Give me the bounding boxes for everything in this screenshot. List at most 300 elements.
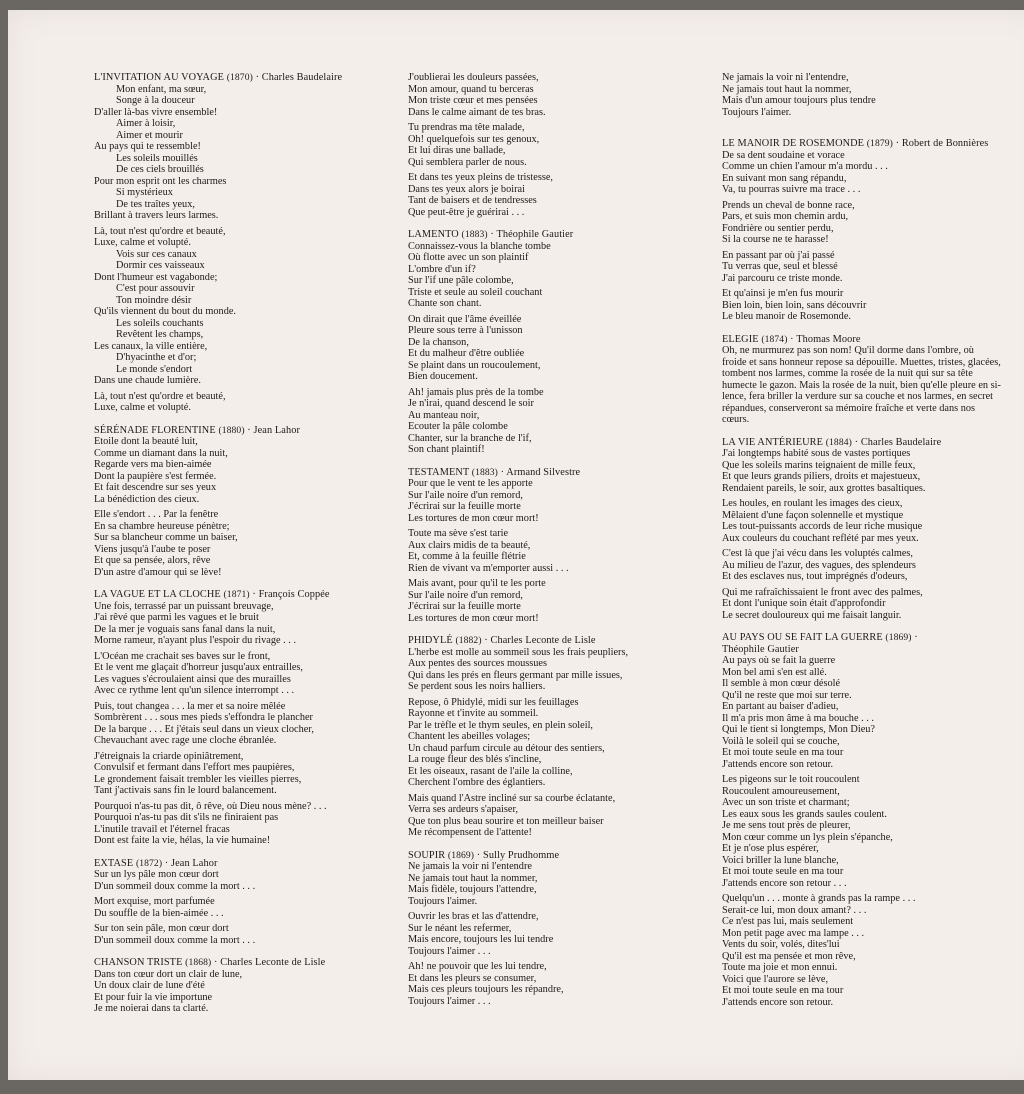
verse-line: Aux clairs midis de ta beauté, bbox=[408, 539, 531, 551]
verse-line: Etoile dont la beauté luit, bbox=[94, 436, 198, 447]
verse-line: J'étreignais la criarde opiniâtrement, bbox=[94, 750, 244, 762]
verse-line: En partant au baiser d'adieu, bbox=[722, 701, 839, 712]
verse-line: Quelqu'un . . . monte à grands pas la rampe . . . bbox=[722, 893, 916, 904]
stanza bbox=[722, 655, 1001, 770]
stanza bbox=[722, 345, 1001, 426]
verse-line: Connaissez-vous la blanche tombe bbox=[408, 240, 551, 252]
stanza bbox=[408, 172, 628, 218]
stanza bbox=[94, 601, 342, 647]
verse-line: Et dont l'unique soin était d'approfondir bbox=[722, 598, 886, 609]
verse-line: Chante son chant. bbox=[408, 298, 482, 309]
poem-heading bbox=[408, 467, 628, 479]
verse-line: Mais d'un amour toujours plus tendre bbox=[722, 95, 876, 106]
verse-line: Avec un son triste et charmant; bbox=[722, 797, 850, 808]
verse-line: J'attends encore son retour. bbox=[722, 996, 834, 1008]
verse-line: Dans ton cœur dort un clair de lune, bbox=[94, 968, 243, 980]
verse-line: Rendaient pareils, le soir, aux grottes basaltiques. bbox=[722, 482, 926, 494]
verse-line: Pour que le vent te les apporte bbox=[408, 478, 533, 489]
poem-author: Jean Lahor bbox=[253, 424, 300, 436]
verse-line: Pleure sous terre à l'unisson bbox=[408, 325, 523, 336]
poem-heading bbox=[408, 850, 628, 862]
poem-date: (1879) bbox=[866, 138, 893, 149]
verse-line: L'inutile travail et l'éternel fracas bbox=[94, 823, 230, 835]
poem-date: (1872) bbox=[135, 857, 163, 869]
verse-line: Les canaux, la ville entière, bbox=[94, 340, 208, 352]
verse-line: Mais quand l'Astre incliné sur sa courbe éclatante, bbox=[408, 792, 616, 804]
verse-line: Mais encore, toujours les lui tendre bbox=[408, 934, 554, 945]
verse-line: En sa chambre heureuse pénètre; bbox=[94, 520, 230, 532]
verse-line: Dans une chaude lumière. bbox=[94, 375, 201, 386]
verse-line: De la chanson, bbox=[408, 336, 469, 348]
verse-line: Roucoulent amoureusement, bbox=[722, 785, 840, 797]
verse-line: J'attends encore son retour. bbox=[722, 758, 834, 770]
verse-line: J'ai parcouru ce triste monde. bbox=[722, 272, 843, 284]
poem-author: François Coppée bbox=[258, 589, 330, 600]
verse-line: Et moi toute seule en ma tour bbox=[722, 747, 844, 758]
verse-line: Ah! ne pouvoir que les lui tendre, bbox=[408, 961, 547, 972]
verse-line: Qu'il est ma pensée et mon rêve, bbox=[722, 950, 856, 962]
poem-heading bbox=[408, 635, 628, 647]
stanza bbox=[94, 84, 342, 222]
stanza bbox=[408, 793, 628, 839]
poem-date: (1880) bbox=[218, 424, 245, 436]
poem-title: SÉRÉNADE FLORENTINE bbox=[94, 424, 216, 436]
poem-author: Charles Baudelaire bbox=[261, 72, 343, 83]
poem-heading bbox=[94, 425, 342, 437]
poem-title: LE MANOIR DE ROSEMONDE bbox=[722, 138, 865, 149]
verse-line: Toute ma sève s'est tarie bbox=[408, 528, 509, 539]
stanza bbox=[722, 150, 1001, 196]
stanza bbox=[94, 923, 342, 946]
verse-line: Mon amour, quand tu berceras bbox=[408, 83, 534, 95]
poem-phidyle bbox=[408, 635, 628, 839]
stanza bbox=[94, 896, 342, 919]
verse-line: Bien doucement. bbox=[408, 371, 478, 382]
verse-line: Pourquoi n'as-tu pas dit s'ils ne finiraient pas bbox=[94, 812, 279, 823]
verse-line: Regarde vers ma bien-aimée bbox=[94, 459, 212, 470]
verse-line: Me récompensent de l'attente! bbox=[408, 827, 532, 838]
record-sleeve-page bbox=[8, 10, 1024, 1080]
verse-line: Mon cœur comme un lys plein s'épanche, bbox=[722, 831, 893, 843]
verse-line: Viens jusqu'à l'aube te poser bbox=[94, 543, 211, 555]
verse-line: Sur le néant les refermer, bbox=[408, 922, 512, 934]
verse-line: Et dans tes yeux pleins de tristesse, bbox=[408, 172, 553, 183]
poem-date: (1884) bbox=[825, 436, 852, 448]
stanza bbox=[94, 751, 342, 797]
stanza bbox=[722, 288, 1001, 323]
verse-line: Les tout-puissants accords de leur riche musique bbox=[722, 521, 923, 532]
stanza bbox=[722, 200, 1001, 246]
stanza bbox=[722, 587, 1001, 622]
poem-rosemonde bbox=[722, 138, 1001, 323]
verse-line: La bénédiction des cieux. bbox=[94, 493, 200, 505]
verse-line: Ne jamais la voir ni l'entendre bbox=[408, 861, 532, 872]
separator-dot: · bbox=[487, 229, 497, 240]
poem-heading bbox=[722, 138, 1001, 150]
stanza bbox=[94, 869, 342, 892]
poem-date: (1882) bbox=[455, 635, 482, 646]
verse-line: D'un sommeil doux comme la mort . . . bbox=[94, 934, 256, 946]
poem-date: (1871) bbox=[223, 589, 250, 600]
stanza bbox=[94, 391, 342, 414]
verse-line: Et moi toute seule en ma tour bbox=[722, 866, 844, 877]
poem-title: AU PAYS OU SE FAIT LA GUERRE bbox=[722, 632, 883, 643]
stanza bbox=[408, 911, 628, 957]
stanza bbox=[94, 701, 342, 747]
verse-line: Bien loin, bien loin, sans découvrir bbox=[722, 299, 867, 311]
verse-line: C'est là que j'ai vécu dans les voluptés calmes, bbox=[722, 548, 914, 559]
verse-line: Fondrière ou sentier perdu, bbox=[722, 222, 834, 234]
verse-line: Pour mon esprit ont les charmes bbox=[94, 175, 227, 187]
verse-line: Son chant plaintif! bbox=[408, 444, 485, 455]
stanza bbox=[94, 509, 342, 578]
verse-line: Et pour fuir la vie importune bbox=[94, 991, 213, 1003]
verse-line: Si la course ne te harasse! bbox=[722, 234, 829, 245]
poem-date: (1883) bbox=[471, 466, 498, 478]
verse-line: Brillant à travers leurs larmes. bbox=[94, 210, 219, 221]
verse-line: Qui me rafraîchissaient le front avec des palmes, bbox=[722, 586, 923, 598]
verse-line: De tes traîtes yeux, bbox=[116, 198, 195, 210]
verse-line: Et qu'ainsi je m'en fus mourir bbox=[722, 288, 844, 299]
verse-line: D'aller là-bas vivre ensemble! bbox=[94, 106, 218, 118]
verse-line: L'ombre d'un if? bbox=[408, 263, 476, 275]
separator-dot: · bbox=[249, 589, 259, 600]
stanza bbox=[722, 548, 1001, 583]
verse-line: Qu'il ne reste que moi sur terre. bbox=[722, 689, 852, 701]
verse-line: Revêtent les champs, bbox=[116, 329, 204, 340]
verse-line: cœurs. bbox=[722, 414, 750, 425]
verse-line: Morne rameur, n'ayant plus l'espoir du rivage . . . bbox=[94, 635, 297, 646]
verse-line: Vois sur ces canaux bbox=[116, 248, 197, 260]
verse-line: Dans tes yeux alors je boirai bbox=[408, 183, 525, 195]
verse-line: De la barque . . . Et j'étais seul dans un vieux clocher, bbox=[94, 723, 314, 735]
poem-date: (1868) bbox=[185, 957, 212, 968]
poem-title: EXTASE bbox=[94, 857, 134, 869]
verse-line: Où flotte avec un son plaintif bbox=[408, 252, 529, 263]
verse-line: Les tortures de mon cœur mort! bbox=[408, 512, 539, 524]
poem-author: Armand Silvestre bbox=[506, 466, 581, 478]
verse-line: Rien de vivant va m'emporter aussi . . . bbox=[408, 562, 569, 574]
poem-author: Théophile Gautier bbox=[722, 643, 799, 655]
separator-dot: · bbox=[497, 466, 507, 478]
verse-line: Oh, ne murmurez pas son nom! Qu'il dorme dans l'ombre, où bbox=[722, 345, 974, 356]
stanza bbox=[408, 578, 628, 624]
verse-line: Qui semblera parler de nous. bbox=[408, 156, 527, 168]
verse-line: Chevauchant avec rage une cloche ébranlée. bbox=[94, 735, 277, 746]
poem-title: ELEGIE bbox=[722, 333, 759, 345]
verse-line: Qu'ils viennent du bout du monde. bbox=[94, 306, 236, 317]
verse-line: Mon triste cœur et mes pensées bbox=[408, 95, 538, 106]
stanza bbox=[408, 647, 628, 693]
stanza bbox=[408, 241, 628, 310]
verse-line: Je me noierai dans ta clarté. bbox=[94, 1003, 209, 1014]
verse-line: Sur l'aile noire d'un remord, bbox=[408, 489, 523, 501]
verse-line: Et que leurs grands piliers, droits et majestueux, bbox=[722, 471, 921, 482]
verse-line: Mêlaient d'une façon solennelle et mystique bbox=[722, 509, 904, 521]
verse-line: Vents du soir, volés, dites'lui bbox=[722, 939, 840, 950]
separator-dot: · bbox=[211, 957, 221, 968]
verse-line: Les eaux sous les grands saules coulent. bbox=[722, 808, 887, 820]
verse-line: Sur ton sein pâle, mon cœur dort bbox=[94, 923, 229, 934]
verse-line: Qui le tient si longtemps, Mon Dieu? bbox=[722, 724, 876, 735]
verse-line: Le monde s'endort bbox=[116, 363, 193, 375]
verse-line: Prends un cheval de bonne race, bbox=[722, 199, 855, 211]
stanza bbox=[408, 528, 628, 574]
verse-line: Verra ses ardeurs s'apaiser, bbox=[408, 804, 519, 815]
poem-author: Sully Prudhomme bbox=[483, 849, 560, 861]
stanza bbox=[408, 961, 628, 1007]
verse-line: Songe à la douceur bbox=[116, 95, 195, 106]
verse-line: L'Océan me crachait ses baves sur le front, bbox=[94, 650, 271, 662]
verse-line: Et moi toute seule en ma tour bbox=[722, 985, 844, 996]
verse-line: Mon petit page avec ma lampe . . . bbox=[722, 927, 865, 939]
verse-line: Ne jamais la voir ni l'entendre, bbox=[722, 72, 849, 83]
verse-line: Chantent les abeilles volages; bbox=[408, 731, 531, 742]
poem-date: (1869) bbox=[885, 632, 912, 643]
verse-line: Le bleu manoir de Rosemonde. bbox=[722, 311, 851, 322]
verse-line: Cherchent l'ombre des églantiers. bbox=[408, 777, 546, 788]
separator-dot: · bbox=[787, 333, 797, 345]
verse-line: Serait-ce lui, mon doux amant? . . . bbox=[722, 904, 867, 916]
stanza bbox=[722, 893, 1001, 1008]
verse-line: Sur un lys pâle mon cœur dort bbox=[94, 869, 219, 880]
verse-line: Les pigeons sur le toit roucoulent bbox=[722, 774, 860, 785]
verse-line: Aux couleurs du couchant reflété par mes yeux. bbox=[722, 532, 919, 544]
verse-line: Sombrèrent . . . sous mes pieds s'effondra le plancher bbox=[94, 712, 313, 723]
poem-author: Charles Leconte de Lisle bbox=[490, 635, 596, 646]
stanza bbox=[94, 436, 342, 505]
verse-line: Les soleils couchants bbox=[116, 317, 204, 329]
verse-line: Comme un chien l'amour m'a mordu . . . bbox=[722, 161, 888, 172]
verse-line: En passant par où j'ai passé bbox=[722, 249, 835, 261]
verse-line: Ecouter la pâle colombe bbox=[408, 421, 508, 432]
verse-line: Ne jamais tout haut la nommer, bbox=[722, 83, 852, 95]
verse-line: Mais ces pleurs toujours les répandre, bbox=[408, 984, 564, 995]
poem-author: Charles Baudelaire bbox=[860, 436, 942, 448]
verse-line: Pourquoi n'as-tu pas dit, ô rêve, où Dieu nous mène? . . . bbox=[94, 800, 327, 812]
column-right bbox=[722, 72, 1001, 1008]
verse-line: Et le vent me glaçait d'horreur jusqu'aux entrailles, bbox=[94, 662, 304, 673]
verse-line: Et dans les pleurs se consumer, bbox=[408, 972, 537, 984]
verse-line: J'écrirai sur la feuille morte bbox=[408, 501, 521, 512]
stanza bbox=[408, 697, 628, 789]
verse-line: Toujours l'aimer . . . bbox=[408, 995, 491, 1007]
verse-line: D'un sommeil doux comme la mort . . . bbox=[94, 880, 256, 892]
poem-title: L'INVITATION AU VOYAGE bbox=[94, 72, 225, 83]
stanza bbox=[722, 498, 1001, 544]
poem-vie bbox=[722, 437, 1001, 622]
stanza bbox=[408, 861, 628, 907]
poem-author: Robert de Bonnières bbox=[901, 138, 989, 149]
verse-line: Les tortures de mon cœur mort! bbox=[408, 612, 539, 624]
verse-line: humecte le gazon. Mais la rosée de la nuit, bien qu'elle pleure en si- bbox=[722, 379, 1001, 391]
verse-line: Aimer à loisir, bbox=[116, 118, 176, 129]
verse-line: Un doux clair de lune d'été bbox=[94, 980, 205, 991]
verse-line: Et les oiseaux, rasant de l'aile la colline, bbox=[408, 765, 573, 777]
poem-date: (1874) bbox=[761, 333, 788, 345]
stanza bbox=[94, 651, 342, 697]
verse-line: Rayonne et t'invite au sommeil. bbox=[408, 708, 539, 719]
verse-line: Voilà le soleil qui se couche, bbox=[722, 735, 840, 747]
verse-line: Mon enfant, ma sœur, bbox=[116, 83, 207, 95]
verse-line: Ce n'est pas lui, mais seulement bbox=[722, 916, 854, 927]
separator-dot: · bbox=[252, 72, 262, 83]
verse-line: Les vagues s'écroulaient ainsi que des murailles bbox=[94, 673, 291, 685]
verse-line: Au pays qui te ressemble! bbox=[94, 141, 201, 152]
verse-line: Au manteau noir, bbox=[408, 409, 480, 421]
verse-line: Sur l'if une pâle colombe, bbox=[408, 275, 514, 286]
verse-line: Pars, et suis mon chemin ardu, bbox=[722, 211, 849, 222]
verse-line: Dormir ces vaisseaux bbox=[116, 260, 205, 271]
verse-line: Et je n'ose plus espérer, bbox=[722, 843, 819, 854]
verse-line: Dont la paupière s'est fermée. bbox=[94, 470, 217, 482]
stanza bbox=[408, 122, 628, 168]
verse-line: Et, comme à la feuille flétrie bbox=[408, 551, 526, 562]
verse-line: Comme un diamant dans la nuit, bbox=[94, 447, 228, 459]
poem-heading bbox=[408, 229, 628, 241]
verse-line: Les houles, en roulant les images des cieux, bbox=[722, 498, 903, 509]
poem-heading bbox=[722, 334, 1001, 346]
verse-line: Voici briller la lune blanche, bbox=[722, 854, 839, 866]
verse-line: Triste et seule au soleil couchant bbox=[408, 286, 543, 298]
separator-dot: · bbox=[474, 849, 483, 861]
verse-line: Chanter, sur la branche de l'if, bbox=[408, 432, 532, 444]
verse-line: Mon bel ami s'en est allé. bbox=[722, 666, 827, 678]
poem-author: Théophile Gautier bbox=[496, 229, 574, 240]
separator-dot: · bbox=[892, 138, 902, 149]
verse-line: Ah! jamais plus près de la tombe bbox=[408, 386, 544, 398]
verse-line: Repose, ô Phidylé, midi sur les feuillages bbox=[408, 696, 579, 708]
poem-author: Jean Lahor bbox=[171, 857, 218, 869]
verse-line: Toute ma joie et mon ennui. bbox=[722, 962, 838, 973]
verse-line: Que ton plus beau sourire et ton meilleur baiser bbox=[408, 815, 604, 827]
verse-line: Mais avant, pour qu'il te les porte bbox=[408, 578, 546, 589]
separator-dot: · bbox=[481, 635, 491, 646]
verse-line: L'herbe est molle au sommeil sous les frais peupliers, bbox=[408, 646, 629, 658]
poem-heading bbox=[722, 437, 1001, 449]
poem-date: (1869) bbox=[447, 849, 475, 861]
poem-heading bbox=[722, 632, 1001, 655]
verse-line: Sur l'aile noire d'un remord, bbox=[408, 589, 523, 601]
verse-line: La rouge fleur des blés s'incline, bbox=[408, 754, 542, 765]
verse-line: Je n'irai, quand descend le soir bbox=[408, 398, 534, 409]
separator-dot: · bbox=[851, 436, 861, 448]
verse-line: Toujours l'aimer. bbox=[722, 106, 792, 118]
poem-elegie bbox=[722, 334, 1001, 426]
stanza bbox=[722, 448, 1001, 494]
poem-serenade bbox=[94, 425, 342, 579]
verse-line: Si mystérieux bbox=[116, 187, 173, 198]
verse-line: Dont l'humeur est vagabonde; bbox=[94, 271, 218, 283]
stanza bbox=[722, 72, 1001, 118]
verse-line: Je me sens tout près de pleurer, bbox=[722, 820, 851, 831]
poem-extase bbox=[94, 858, 342, 947]
verse-line: Que peut-être je guérirai . . . bbox=[408, 206, 525, 218]
verse-line: J'ai rêvé que parmi les vagues et le bruit bbox=[94, 612, 259, 623]
verse-line: Un chaud parfum circule au détour des sentiers, bbox=[408, 742, 605, 754]
verse-line: Aimer et mourir bbox=[116, 129, 183, 141]
poem-author: Thomas Moore bbox=[796, 333, 861, 345]
separator-dot: · bbox=[244, 424, 254, 436]
verse-line: Qui dans les prés en fleurs germant par mille issues, bbox=[408, 669, 623, 681]
poem-title: PHIDYLÉ bbox=[408, 635, 453, 646]
verse-line: Une fois, terrassé par un puissant breuvage, bbox=[94, 600, 274, 612]
stanza bbox=[408, 72, 628, 118]
verse-line: En suivant mon sang répandu, bbox=[722, 172, 847, 184]
verse-line: Se plaint dans un roucoulement, bbox=[408, 359, 541, 371]
verse-line: Luxe, calme et volupté. bbox=[94, 237, 191, 248]
poem-chanson-cont bbox=[408, 72, 628, 218]
verse-line: Dans le calme aimant de tes bras. bbox=[408, 106, 546, 118]
poem-date: (1870) bbox=[226, 72, 253, 83]
verse-line: Tant de baisers et de tendresses bbox=[408, 195, 537, 206]
verse-line: C'est pour assouvir bbox=[116, 283, 195, 294]
verse-line: Voici que l'aurore se lève, bbox=[722, 973, 829, 985]
poem-lamento bbox=[408, 229, 628, 456]
poem-heading bbox=[94, 72, 342, 84]
poem-heading bbox=[94, 858, 342, 870]
verse-line: Oh! quelquefois sur tes genoux, bbox=[408, 133, 540, 145]
verse-line: Tu prendras ma tête malade, bbox=[408, 122, 525, 133]
verse-line: Et des esclaves nus, tout imprégnés d'odeurs, bbox=[722, 571, 908, 582]
verse-line: Se perdent sous les noirs halliers. bbox=[408, 681, 546, 692]
verse-line: Mais fidèle, toujours l'attendre, bbox=[408, 884, 537, 895]
poem-invitation bbox=[94, 72, 342, 414]
poem-testament bbox=[408, 467, 628, 625]
column-middle bbox=[408, 72, 628, 1007]
verse-line: Il semble à mon cœur désolé bbox=[722, 678, 841, 689]
verse-line: Au milieu de l'azur, des vagues, des splendeurs bbox=[722, 559, 916, 571]
poem-title: LAMENTO bbox=[408, 229, 459, 240]
column-left bbox=[94, 72, 342, 1015]
verse-line: Il m'a pris mon âme à ma bouche . . . bbox=[722, 712, 874, 724]
verse-line: Sur sa blancheur comme un baiser, bbox=[94, 532, 238, 543]
verse-line: Le grondement faisait trembler les vieilles pierres, bbox=[94, 773, 302, 785]
verse-line: Ne jamais tout haut la nommer, bbox=[408, 872, 538, 884]
verse-line: J'oublierai les douleurs passées, bbox=[408, 72, 539, 83]
verse-line: Toujours l'aimer . . . bbox=[408, 945, 491, 957]
separator-dot: · bbox=[162, 857, 172, 869]
verse-line: Les soleils mouillés bbox=[116, 152, 198, 164]
verse-line: Ton moindre désir bbox=[116, 294, 192, 306]
poem-title: LA VIE ANTÉRIEURE bbox=[722, 436, 824, 448]
verse-line: Ouvrir les bras et las d'attendre, bbox=[408, 911, 539, 922]
verse-line: Mort exquise, mort parfumée bbox=[94, 896, 215, 907]
stanza bbox=[722, 774, 1001, 889]
poem-author: Charles Leconte de Lisle bbox=[220, 957, 326, 968]
verse-line: Tant j'activais sans fin le lourd balancement. bbox=[94, 785, 277, 796]
verse-line: Au pays où se fait la guerre bbox=[722, 655, 836, 666]
poem-title: SOUPIR bbox=[408, 849, 446, 861]
verse-line: Toujours l'aimer. bbox=[408, 895, 478, 907]
verse-line: Aux pentes des sources moussues bbox=[408, 658, 547, 669]
verse-line: Luxe, calme et volupté. bbox=[94, 402, 191, 413]
verse-line: J'écrirai sur la feuille morte bbox=[408, 601, 521, 612]
verse-line: Et que sa pensée, alors, rêve bbox=[94, 555, 211, 566]
stanza bbox=[94, 226, 342, 387]
verse-line: J'ai longtemps habité sous de vastes portiques bbox=[722, 448, 911, 459]
stanza bbox=[408, 387, 628, 456]
verse-line: Et du malheur d'être oubliée bbox=[408, 348, 525, 359]
poem-title: CHANSON TRISTE bbox=[94, 957, 183, 968]
stanza bbox=[94, 969, 342, 1015]
verse-line: Elle s'endort . . . Par la fenêtre bbox=[94, 509, 219, 520]
poem-vague bbox=[94, 589, 342, 847]
verse-line: Avec ce rythme lent qu'un silence interrompt . . . bbox=[94, 685, 295, 696]
verse-line: froide et sans honneur repose sa dépouille. Muettes, tristes, glacées, bbox=[722, 356, 1001, 368]
verse-line: Du souffle de la bien-aimée . . . bbox=[94, 907, 224, 919]
stanza bbox=[408, 478, 628, 524]
